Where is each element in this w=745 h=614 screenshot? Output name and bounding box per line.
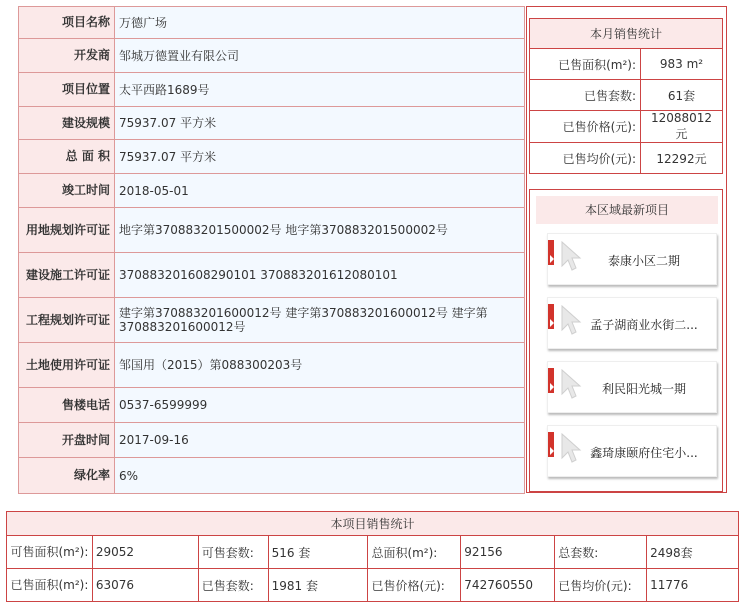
info-label: 售楼电话 [19,388,115,423]
avg-price-label: 已售均价(元): [555,569,647,602]
sold-price-value: 12088012元 [641,111,723,143]
sold-area-label: 已售面积(m²): [530,49,641,80]
card-tab [548,240,554,265]
sold-units-value: 61套 [641,80,723,111]
card-tab [548,432,554,457]
info-row [19,107,525,140]
total-area-value: 92156 [461,536,555,569]
avail-units-label: 可售套数: [198,536,268,569]
info-row [19,343,525,388]
info-value: 2018-05-01 [115,174,525,208]
arrow-right-icon [550,447,554,455]
info-row [19,423,525,458]
info-label: 总 面 积 [19,140,115,174]
info-label: 项目名称 [19,7,115,39]
info-row [19,174,525,208]
info-row [19,73,525,107]
new-project-name[interactable]: 鑫琦康颐府住宅小... [590,446,698,460]
new-project-card[interactable] [547,361,717,413]
card-tab [548,304,554,329]
info-row [19,253,525,298]
info-row [19,458,525,494]
info-row [19,388,525,423]
info-row [19,140,525,174]
info-value: 6% [115,458,525,494]
info-label: 建设规模 [19,107,115,140]
new-project-card[interactable] [547,233,717,285]
info-value: 370883201608290101 370883201612080101 [115,253,525,298]
new-project-card[interactable] [547,425,717,477]
project-stats-table [6,511,739,602]
info-value: 2017-09-16 [115,423,525,458]
info-label: 建设施工许可证 [19,253,115,298]
sold-price-label: 已售价格(元): [530,111,641,143]
info-label: 绿化率 [19,458,115,494]
info-value: 邹国用（2015）第088300203号 [115,343,525,388]
card-tab [548,368,554,393]
info-value: 0537-6599999 [115,388,525,423]
sold-units-label: 已售套数: [530,80,641,111]
info-value: 邹城万德置业有限公司 [115,39,525,73]
sold-units-label: 已售套数: [198,569,268,602]
info-row [19,39,525,73]
monthly-stats-table [529,18,723,174]
sold-area-value: 983 m² [641,49,723,80]
info-label: 竣工时间 [19,174,115,208]
new-project-name[interactable]: 孟子湖商业水街二... [590,318,698,332]
info-value: 75937.07 平方米 [115,107,525,140]
sold-area-label: 已售面积(m²): [7,569,93,602]
info-row [19,208,525,253]
avg-price-value: 12292元 [641,143,723,174]
arrow-right-icon [550,319,554,327]
info-label: 开盘时间 [19,423,115,458]
project-info-table [18,6,525,494]
info-value: 万德广场 [115,7,525,39]
info-value: 建字第370883201600012号 建字第370883201600012号 建字第370883201600012号 [115,298,525,343]
sold-price-value: 742760550 [461,569,555,602]
info-value: 太平西路1689号 [115,73,525,107]
info-label: 用地规划许可证 [19,208,115,253]
info-label: 土地使用许可证 [19,343,115,388]
monthly-stats-title: 本月销售统计 [530,19,723,49]
arrow-right-icon [550,383,554,391]
sold-units-value: 1981 套 [268,569,368,602]
project-stats-title: 本项目销售统计 [7,512,739,536]
info-label: 开发商 [19,39,115,73]
total-units-value: 2498套 [647,536,739,569]
info-label: 项目位置 [19,73,115,107]
avail-area-value: 29052 [92,536,198,569]
sold-price-label: 已售价格(元): [368,569,461,602]
info-row [19,298,525,343]
sold-area-value: 63076 [92,569,198,602]
avg-price-label: 已售均价(元): [530,143,641,174]
info-value: 75937.07 平方米 [115,140,525,174]
avail-units-value: 516 套 [268,536,368,569]
info-row [19,7,525,39]
avg-price-value: 11776 [647,569,739,602]
info-label: 工程规划许可证 [19,298,115,343]
total-units-label: 总套数: [555,536,647,569]
total-area-label: 总面积(m²): [368,536,461,569]
arrow-right-icon [550,255,554,263]
new-project-card[interactable] [547,297,717,349]
new-project-name[interactable]: 泰康小区二期 [607,254,680,268]
new-projects-title: 本区域最新项目 [536,196,718,224]
info-value: 地字第370883201500002号 地字第370883201500002号 [115,208,525,253]
avail-area-label: 可售面积(m²): [7,536,93,569]
new-project-name[interactable]: 利民阳光城一期 [601,382,686,396]
